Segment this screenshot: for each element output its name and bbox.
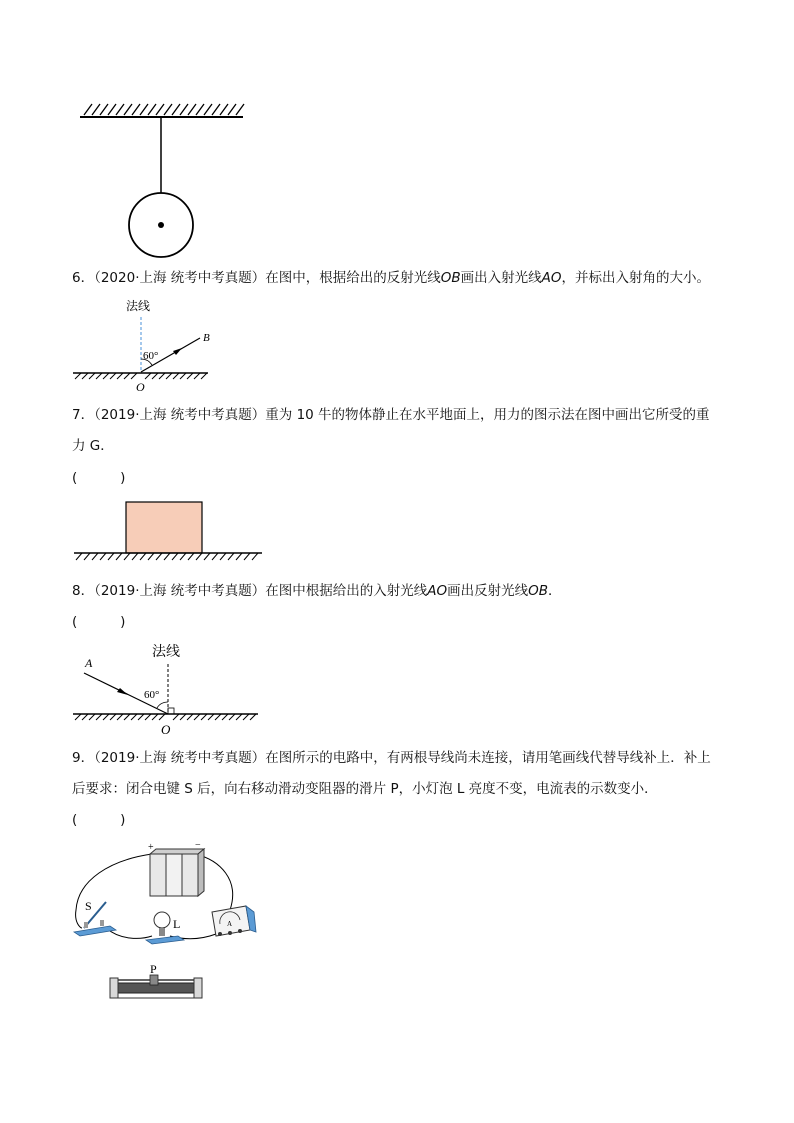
question-9-line2: 后要求：闭合电键 S 后，向右移动滑动变阻器的滑片 P，小灯泡 L 亮度不变，电流表的示数变小． [72, 781, 658, 797]
question-6-text: 6．（2020·上海 统考中考真题）在图中，根据给出的反射光线OB画出入射光线AO，并标出入射角的大小。 [72, 270, 711, 286]
answer-blank-8[interactable]: ( ) [72, 614, 126, 630]
mirror-hatching [75, 373, 207, 379]
figure-q8-reflection [70, 640, 265, 740]
angle-arc [157, 702, 168, 708]
pendulum-figure [70, 95, 260, 295]
point-b: B [203, 332, 210, 344]
ball-center [158, 222, 164, 228]
question-7-line1: 7．（2019·上海 统考中考真题）重为 10 牛的物体静止在水平地面上，用力的图示法在图中画出它所受的重 [72, 407, 710, 423]
normal-label: 法线 [126, 299, 151, 313]
normal-label: 法线 [152, 645, 180, 660]
answer-blank-7[interactable]: ( ) [72, 470, 126, 486]
point-o: O [136, 380, 145, 394]
ground-hatching [76, 553, 258, 560]
right-angle-mark [168, 708, 174, 714]
angle-label: 60° [143, 350, 159, 362]
switch-label: S [85, 899, 92, 913]
slider-p[interactable] [150, 975, 158, 985]
switch-icon [74, 902, 116, 936]
battery-plus: + [148, 842, 154, 853]
battery-icon [150, 849, 204, 896]
angle-label: 60° [144, 689, 160, 701]
answer-blank-9[interactable]: ( ) [72, 812, 126, 828]
ammeter-label: A [227, 920, 233, 928]
point-o: O [161, 722, 171, 737]
ammeter-icon [212, 906, 256, 936]
figure-q9-circuit [70, 840, 270, 1015]
rheostat-icon [110, 975, 202, 998]
battery-minus: − [195, 840, 201, 851]
question-7-line2: 力 G． [72, 438, 114, 454]
ceiling-hatching [84, 104, 244, 115]
figure-q7-block [72, 498, 267, 568]
question-8-text: 8．（2019·上海 统考中考真题）在图中根据给出的入射光线AO画出反射光线OB． [72, 583, 562, 599]
block [126, 502, 202, 553]
lamp-label: L [173, 917, 181, 931]
figure-q6-reflection [70, 295, 220, 395]
wire-battery-switch [76, 854, 152, 928]
mirror-hatching [75, 714, 256, 720]
point-a: A [85, 656, 93, 670]
question-9-line1: 9．（2019·上海 统考中考真题）在图所示的电路中，有两根导线尚未连接，请用笔画线代替导线补上．补上 [72, 750, 711, 766]
ray-arrow [117, 688, 128, 695]
ray-arrow [173, 348, 182, 355]
slider-label: P [150, 962, 157, 976]
